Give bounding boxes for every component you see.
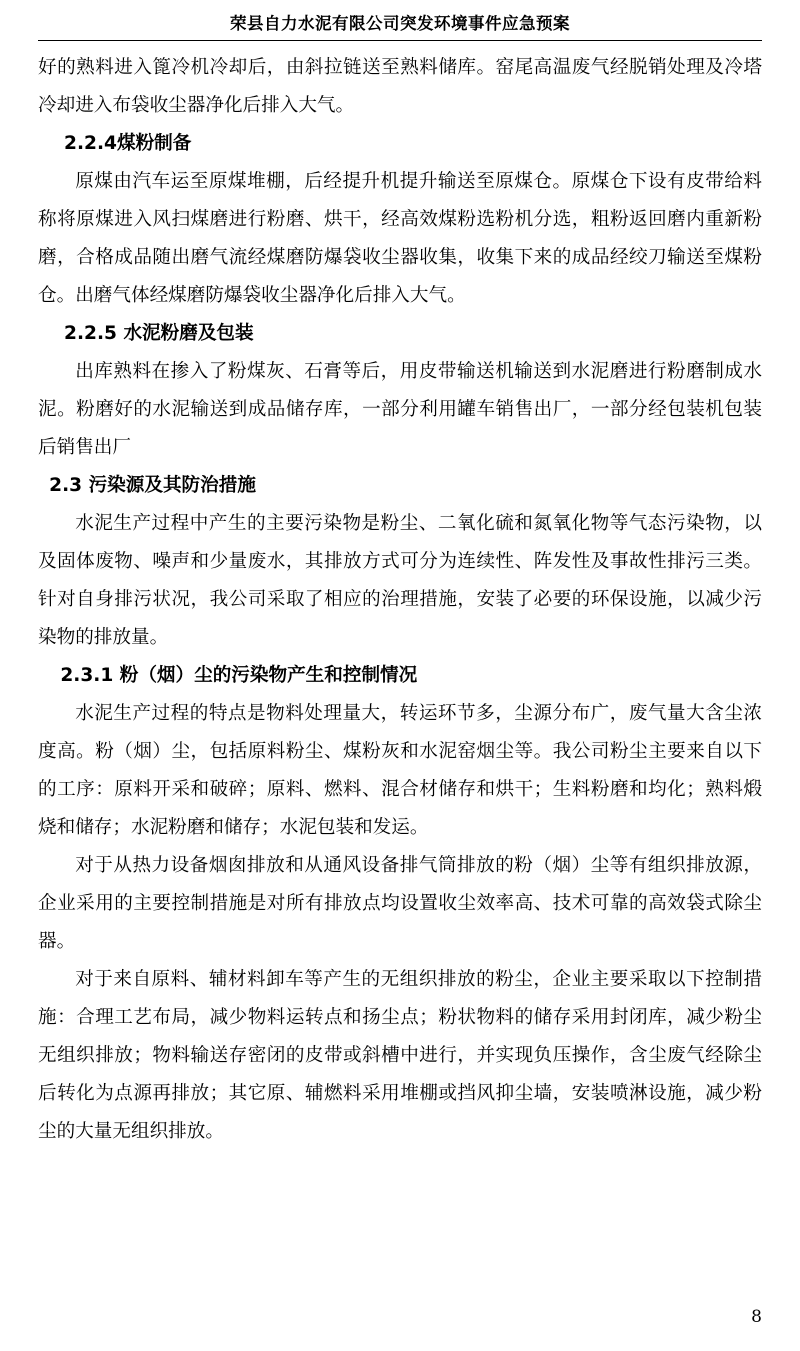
heading-2-2-4: 2.2.4煤粉制备 (64, 133, 192, 154)
paragraph-2-2-4: 原煤由汽车运至原煤堆棚，后经提升机提升输送至原煤仓。原煤仓下设有皮带给料称将原煤进入风扫煤磨进行粉磨、烘干，经高效煤粉选粉机分选，粗粉返回磨内重新粉磨，合格成品随出磨气流经煤磨防爆袋收尘器收集，收集下来的成品经绞刀输送至煤粉仓。出磨气体经煤磨防爆袋收尘器净化后排入大气。 (38, 171, 762, 306)
heading-2-3-1: 2.3.1 粉（烟）尘的污染物产生和控制情况 (60, 665, 418, 686)
paragraph-2-3-1-b: 对于从热力设备烟囱排放和从通风设备排气筒排放的粉（烟）尘等有组织排放源，企业采用的主要控制措施是对所有排放点均设置收尘效率高、技术可靠的高效袋式除尘器。 (38, 855, 762, 952)
heading-2-2-5: 2.2.5 水泥粉磨及包装 (64, 323, 254, 344)
paragraph-2-3-1-a: 水泥生产过程的特点是物料处理量大，转运环节多，尘源分布广，废气量大含尘浓度高。粉（烟）尘，包括原料粉尘、煤粉灰和水泥窑烟尘等。我公司粉尘主要来自以下的工序：原料开采和破碎；原料、燃料、混合材储存和烘干；生料粉磨和均化；熟料煅烧和储存；水泥粉磨和储存；水泥包装和发运。 (38, 703, 762, 838)
paragraph-2-3-1-c: 对于来自原料、辅材料卸车等产生的无组织排放的粉尘，企业主要采取以下控制措施：合理工艺布局，减少物料运转点和扬尘点；粉状物料的储存采用封闭库，减少粉尘无组织排放；物料输送存密闭的皮带或斜槽中进行，并实现负压操作，含尘废气经除尘后转化为点源再排放；其它原、辅燃料采用堆棚或挡风抑尘墙，安装喷淋设施，减少粉尘的大量无组织排放。 (38, 969, 762, 1142)
paragraph-2-3: 水泥生产过程中产生的主要污染物是粉尘、二氧化硫和氮氧化物等气态污染物，以及固体废物、噪声和少量废水，其排放方式可分为连续性、阵发性及事故性排污三类。针对自身排污状况，我公司采取了相应的治理措施，安装了必要的环保设施，以减少污染物的排放量。 (38, 513, 762, 648)
header-divider (38, 40, 762, 41)
page-number: 8 (751, 1307, 762, 1327)
document-body (38, 49, 762, 1151)
page-header-title: 荣县自力水泥有限公司突发环境事件应急预案 (230, 14, 570, 33)
paragraph-2-2-5: 出库熟料在掺入了粉煤灰、石膏等后，用皮带输送机输送到水泥磨进行粉磨制成水泥。粉磨好的水泥输送到成品储存库，一部分利用罐车销售出厂，一部分经包装机包装后销售出厂 (38, 361, 762, 458)
paragraph-top: 好的熟料进入篦冷机冷却后，由斜拉链送至熟料储库。窑尾高温废气经脱销处理及冷塔冷却进入布袋收尘器净化后排入大气。 (38, 57, 762, 116)
heading-2-3: 2.3 污染源及其防治措施 (49, 475, 256, 496)
